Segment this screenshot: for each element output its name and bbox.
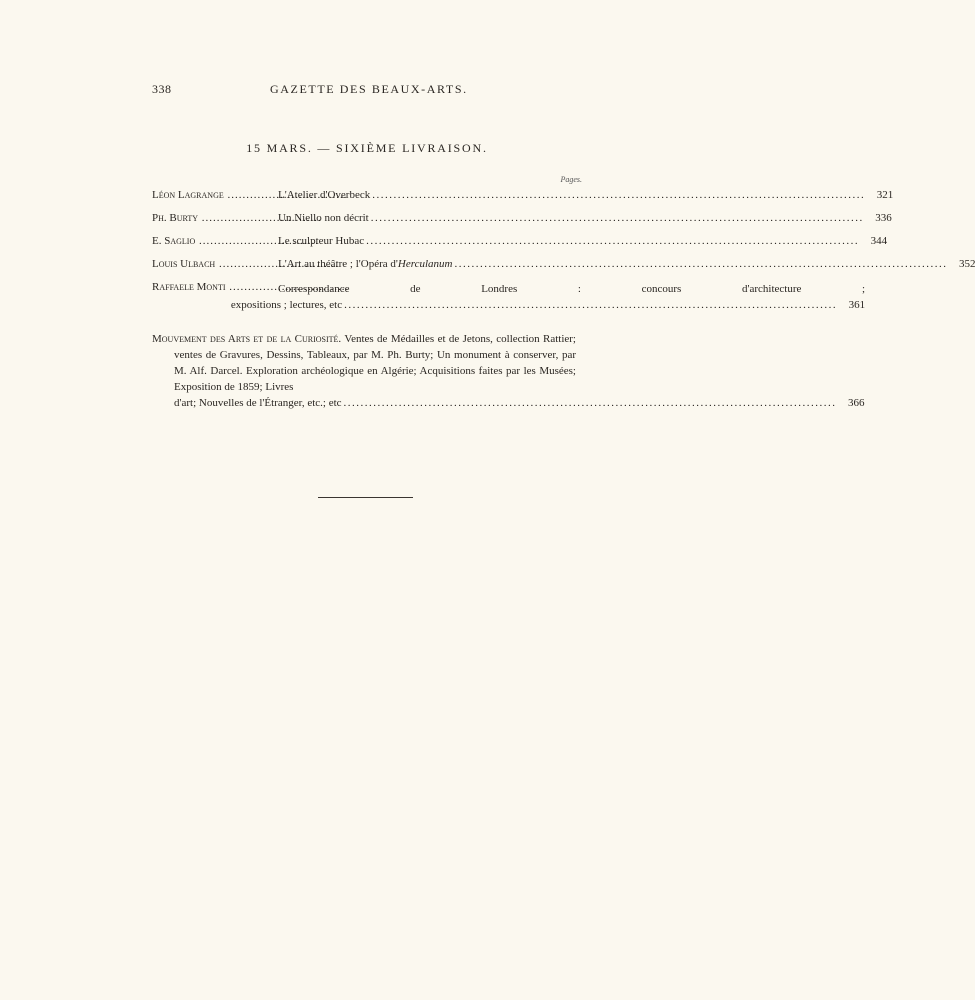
toc-author: Léon Lagrange ..... bbox=[152, 189, 278, 201]
movement-last-line: d'art; Nouvelles de l'Étranger, etc.; etc bbox=[174, 397, 342, 409]
movement-heading: Mouvement des Arts et de la Curiosité. bbox=[152, 333, 342, 345]
separator-rule bbox=[318, 497, 413, 498]
toc-author: Raffaele Monti ..... bbox=[152, 281, 278, 323]
toc-page-number: 366 bbox=[848, 397, 865, 409]
movement-body: Ventes de Médailles et de Jetons, collection Rattier; ventes de Gravures, Dessins, Tableaux, par M. Ph. Burty; Un monument à conserver, par M. Alf. Darcel. Exploration archéologique en Algérie; Acquisitions faites par les Musées; Exposition de 1859; Livres bbox=[174, 333, 576, 393]
toc-title: L'Art au théâtre ; l'Opéra d'Herculanum bbox=[278, 258, 453, 270]
toc-author: Louis Ulbach ..... bbox=[152, 258, 278, 270]
leader-dots bbox=[369, 212, 864, 224]
page-number: 338 bbox=[152, 82, 172, 96]
leader-dots bbox=[370, 189, 865, 201]
toc-title-line1: Correspondance de Londres : concours d'architecture ; bbox=[278, 283, 866, 295]
toc-entry-monti bbox=[152, 281, 866, 323]
toc-page-number: 344 bbox=[870, 235, 888, 247]
toc-title-line2: expositions ; lectures, etc bbox=[230, 299, 343, 311]
toc-title-italic: Herculanum bbox=[397, 258, 453, 270]
journal-title: GAZETTE DES BEAUX-ARTS. bbox=[270, 82, 468, 96]
table-of-contents bbox=[152, 189, 975, 411]
leader-dots bbox=[342, 297, 837, 313]
toc-page-number: 361 bbox=[848, 299, 866, 311]
toc-title: L'Atelier d'Overbeck bbox=[278, 189, 371, 201]
toc-page-number: 321 bbox=[876, 189, 894, 201]
toc-entry-burty bbox=[152, 212, 892, 235]
toc-author: Ph. Burty ..... bbox=[152, 212, 278, 224]
leader-dots bbox=[342, 395, 837, 411]
toc-title: Un Niello non décrit bbox=[278, 212, 369, 224]
issue-title: 15 MARS. — SIXIÈME LIVRAISON. bbox=[246, 141, 488, 155]
leader-dots bbox=[452, 258, 947, 270]
toc-entry-lagrange bbox=[152, 189, 894, 212]
toc-page-number: 352 bbox=[958, 258, 975, 270]
toc-entry-ulbach bbox=[152, 258, 975, 281]
toc-author: E. Saglio ..... bbox=[152, 235, 278, 247]
leader-dots bbox=[364, 235, 859, 247]
toc-title: Le sculpteur Hubac bbox=[278, 235, 365, 247]
toc-entry-movement bbox=[152, 331, 865, 411]
toc-page-number: 336 bbox=[875, 212, 892, 224]
running-head bbox=[152, 82, 582, 98]
toc-entry-saglio bbox=[152, 235, 888, 258]
pages-column-label: Pages. bbox=[560, 175, 582, 184]
